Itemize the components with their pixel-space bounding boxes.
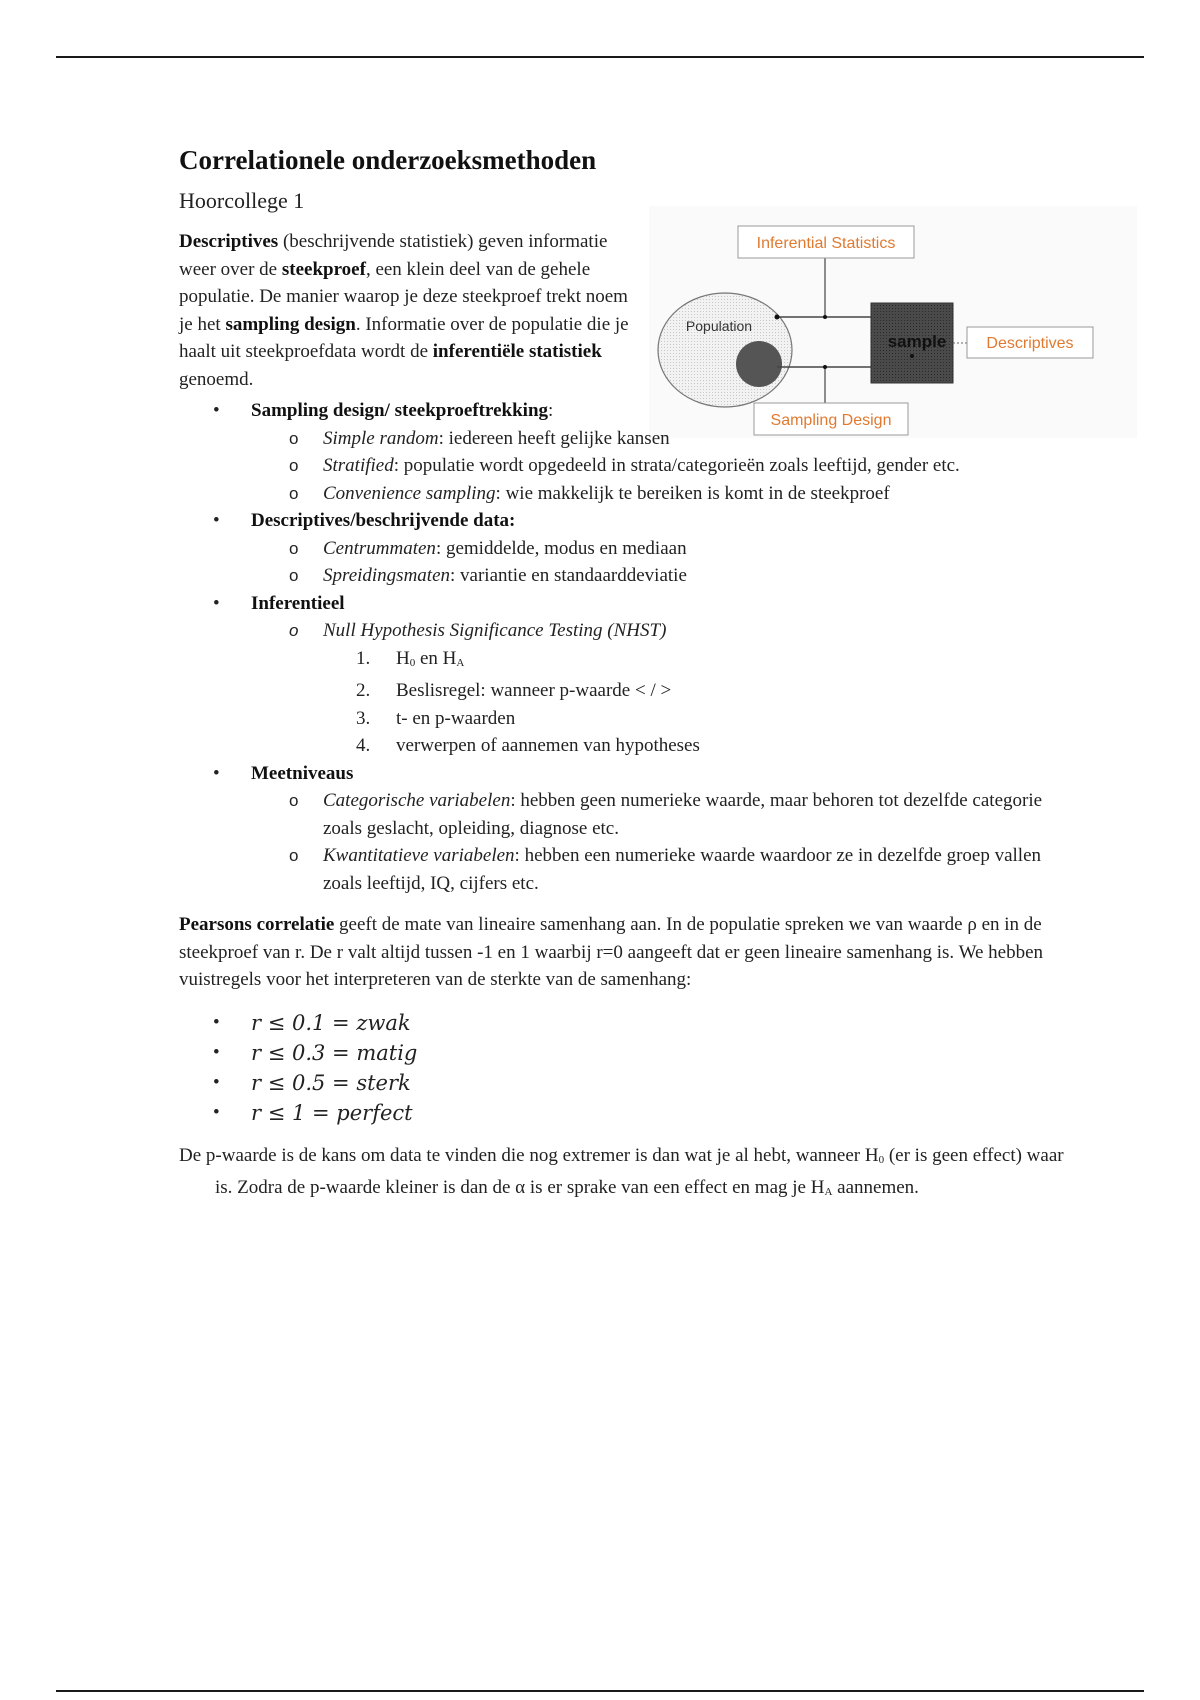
topic-inferentieel: • Inferentieel o Null Hypothesis Significance Testing (NHST) 1. $H_0$ en $H_A$ 2. Beslisregel: wanneer p-waarde < / > 3. t- en p-waarden 4. verwerpen of aannemen van hypotheses — [179, 590, 1079, 760]
list-item: o Stratified: populatie wordt opgedeeld in strata/categorieën zoals leeftijd, gender etc. — [251, 452, 1079, 480]
inferential-statistics-label: Inferential Statistics — [756, 235, 896, 252]
topic-sampling: • Sampling design/ steekproeftrekking: o Simple random: iedereen heeft gelijke kansen o Stratified: populatie wordt opgedeeld in strata/categorieën zoals leeftijd, gender etc. o Convenience sampling: wie makkelijk te bereiken is komt in de steekproef — [179, 397, 1079, 507]
list-item: o Kwantitatieve variabelen: hebben een numerieke waarde waardoor ze in dezelfde groep vallen zoals leeftijd, IQ, cijfers etc. — [251, 842, 1079, 897]
sample-dot — [910, 354, 914, 358]
intro-term-inferentiele: inferentiële statistiek — [432, 341, 602, 362]
document-page — [179, 140, 1079, 1207]
meetniveaus-sublist — [251, 787, 1079, 897]
header-rule — [56, 56, 1144, 58]
list-item: o Spreidingsmaten: variantie en standaarddeviatie — [251, 562, 1079, 590]
descriptives-sublist — [251, 535, 1079, 590]
intro-term-descriptives: Descriptives — [179, 231, 279, 252]
list-item: o Convenience sampling: wie makkelijk te bereiken is komt in de steekproef — [251, 480, 1079, 508]
descriptives-label: Descriptives — [986, 335, 1074, 352]
list-item: • r ≤ 0.3 = matig — [179, 1038, 1079, 1068]
list-item: o Centrummaten: gemiddelde, modus en mediaan — [251, 535, 1079, 563]
correlation-rules-list — [179, 1008, 1079, 1128]
list-item: o Simple random: iedereen heeft gelijke kansen — [251, 425, 1079, 453]
list-item: • r ≤ 0.1 = zwak — [179, 1008, 1079, 1038]
list-item: o Categorische variabelen: hebben geen numerieke waarde, maar behoren tot dezelfde categorie zoals geslacht, opleiding, diagnose etc. — [251, 787, 1079, 842]
list-item: 2. Beslisregel: wanneer p-waarde < / > — [356, 680, 672, 701]
connector-dot-sampling — [823, 365, 827, 369]
pearson-term: Pearsons correlatie — [179, 914, 335, 935]
connector-dot-upper — [775, 315, 780, 320]
intro-term-steekproef: steekproef — [281, 258, 366, 280]
population-subset-circle — [736, 341, 782, 387]
pvalue-paragraph: De p-waarde is de kans om data te vinden die nog extremer is dan wat je al hebt, wanneer $H_0$ (er is geen effect) waar is. Zodra de p-waarde kleiner is dan de α is er sprake van een effect en mag je $H_A$ aannemen. — [179, 1144, 1064, 1198]
nhst-steps — [323, 645, 1079, 760]
sampling-sublist — [251, 425, 1079, 508]
sample-label: sample — [887, 332, 947, 351]
sampling-design-label: Sampling Design — [770, 412, 892, 429]
list-item: • r ≤ 0.5 = sterk — [179, 1068, 1079, 1098]
population-label: Population — [685, 318, 753, 334]
page-title: Correlationele onderzoeksmethoden — [179, 145, 597, 175]
footer-rule — [56, 1690, 1144, 1692]
inferentieel-sublist — [251, 617, 1079, 760]
page-subtitle: Hoorcollege 1 — [179, 188, 305, 213]
intro-paragraph: Descriptives (beschrijvende statistiek) geven informatie weer over de steekproef, een klein deel van de gehele populatie. De manier waarop je deze steekproef trekt noem je het sampling design. Informatie over de populatie die je haalt uit steekproefdata wordt de inferentiële statistiek genoemd. — [179, 231, 629, 390]
list-item: o Null Hypothesis Significance Testing (NHST) 1. $H_0$ en $H_A$ 2. Beslisregel: wanneer p-waarde < / > 3. t- en p-waarden 4. verwerpen of aannemen van hypotheses — [251, 617, 1079, 760]
pearson-paragraph: Pearsons correlatie geeft de mate van lineaire samenhang aan. In de populatie spreken we van waarde ρ en in de steekproef van r. De r valt altijd tussen -1 en 1 waarbij r=0 aangeeft dat er geen lineaire samenhang is. We hebben vuistregels voor het interpreteren van de sterkte van de samenhang: — [179, 914, 1044, 990]
list-item: • r ≤ 1 = perfect — [179, 1098, 1079, 1128]
list-item: 1. $H_0$ en $H_A$ — [356, 647, 465, 669]
intro-term-sampling-design: sampling design — [225, 313, 356, 335]
list-item: 4. verwerpen of aannemen van hypotheses — [356, 735, 700, 756]
list-item: 3. t- en p-waarden — [356, 707, 516, 729]
topic-list — [179, 397, 1079, 897]
topic-meetniveaus: • Meetniveaus o Categorische variabelen: hebben geen numerieke waarde, maar behoren tot dezelfde categorie zoals geslacht, opleiding, diagnose etc. o Kwantitatieve variabelen: hebben een numerieke waarde waardoor ze in dezelfde groep vallen zoals leeftijd, IQ, cijfers etc. — [179, 760, 1079, 898]
topic-descriptives: • Descriptives/beschrijvende data: o Centrummaten: gemiddelde, modus en mediaan o Spreidingsmaten: variantie en standaarddeviatie — [179, 507, 1079, 590]
connector-dot-inferential — [823, 315, 827, 319]
